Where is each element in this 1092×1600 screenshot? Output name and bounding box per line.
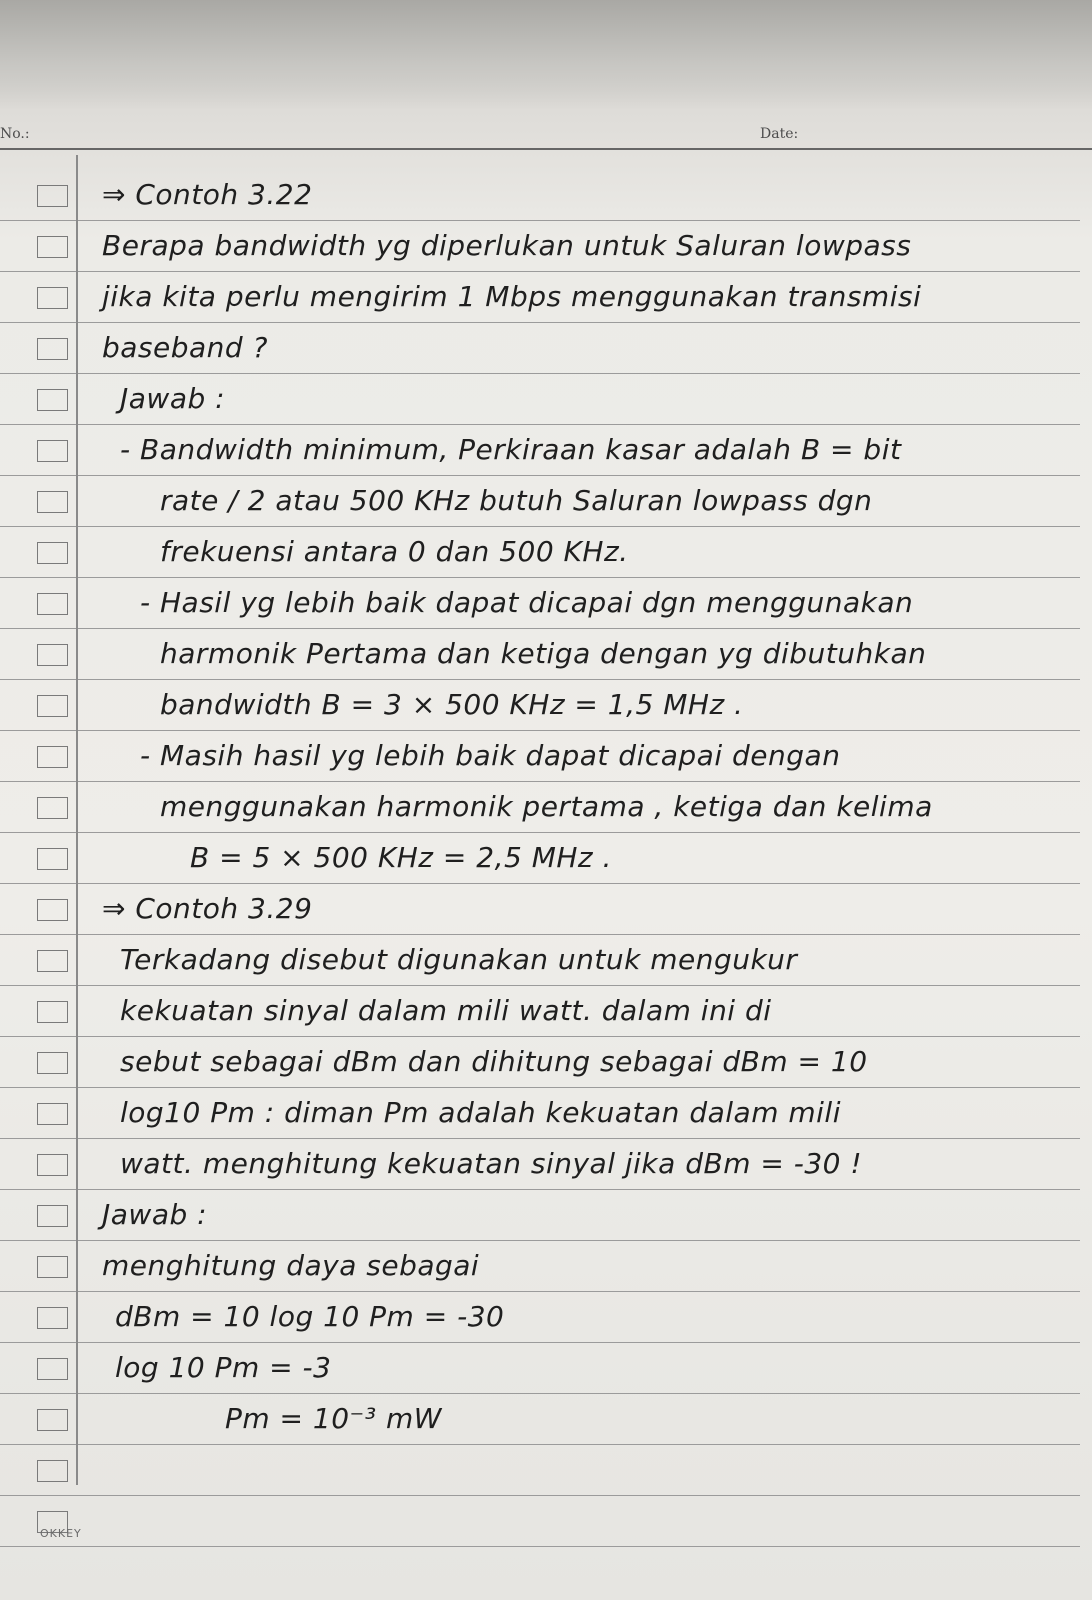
example-1-answer-line: menggunakan harmonik pertama , ketiga dan kelima	[160, 790, 933, 823]
example-1-answer-line: B = 5 × 500 KHz = 2,5 MHz .	[190, 841, 612, 874]
ruled-line	[0, 526, 1080, 527]
margin-checkbox	[37, 644, 68, 666]
ruled-line	[0, 1444, 1080, 1445]
margin-checkbox	[37, 1307, 68, 1329]
ruled-line	[0, 628, 1080, 629]
ruled-line	[0, 1495, 1080, 1496]
margin-checkbox	[37, 1460, 68, 1482]
ruled-line	[0, 832, 1080, 833]
ruled-line	[0, 883, 1080, 884]
example-1-question-line: jika kita perlu mengirim 1 Mbps menggunakan transmisi	[102, 280, 922, 313]
margin-checkbox	[37, 1103, 68, 1125]
example-1-question-line: Berapa bandwidth yg diperlukan untuk Saluran lowpass	[102, 229, 912, 262]
margin-checkbox	[37, 695, 68, 717]
ruled-line	[0, 373, 1080, 374]
ruled-line	[0, 424, 1080, 425]
ruled-line	[0, 220, 1080, 221]
example-1-answer-line: harmonik Pertama dan ketiga dengan yg dibutuhkan	[160, 637, 927, 670]
example-2-title: ⇒ Contoh 3.29	[102, 892, 313, 925]
margin-checkbox	[37, 1205, 68, 1227]
margin-checkbox	[37, 236, 68, 258]
margin-checkbox	[37, 542, 68, 564]
margin-checkbox	[37, 185, 68, 207]
example-2-question-line: kekuatan sinyal dalam mili watt. dalam ini di	[120, 994, 772, 1027]
example-2-question-line: Terkadang disebut digunakan untuk mengukur	[120, 943, 798, 976]
margin-checkbox	[37, 287, 68, 309]
margin-line	[76, 155, 78, 1485]
margin-checkbox	[37, 593, 68, 615]
margin-checkbox	[37, 899, 68, 921]
example-1-title: ⇒ Contoh 3.22	[102, 178, 313, 211]
example-2-answer-line: Pm = 10⁻³ mW	[225, 1402, 442, 1435]
ruled-line	[0, 679, 1080, 680]
margin-checkbox	[37, 1256, 68, 1278]
example-2-answer-line: dBm = 10 log 10 Pm = -30	[115, 1300, 505, 1333]
ruled-line	[0, 1546, 1080, 1547]
ruled-line	[0, 934, 1080, 935]
ruled-line	[0, 1087, 1080, 1088]
page-shadow	[0, 0, 1092, 110]
margin-checkbox	[37, 746, 68, 768]
margin-checkbox	[37, 1409, 68, 1431]
margin-checkbox	[37, 491, 68, 513]
margin-checkbox	[37, 389, 68, 411]
margin-checkbox	[37, 1001, 68, 1023]
margin-checkbox	[37, 1358, 68, 1380]
example-1-answer-line: - Hasil yg lebih baik dapat dicapai dgn menggunakan	[140, 586, 914, 619]
ruled-line	[0, 1240, 1080, 1241]
ruled-line	[0, 1393, 1080, 1394]
ruled-line	[0, 1189, 1080, 1190]
margin-checkbox	[37, 950, 68, 972]
example-1-answer-line: bandwidth B = 3 × 500 KHz = 1,5 MHz .	[160, 688, 744, 721]
example-2-question-line: watt. menghitung kekuatan sinyal jika dBm = -30 !	[120, 1147, 863, 1180]
ruled-line	[0, 1342, 1080, 1343]
ruled-line	[0, 985, 1080, 986]
example-1-answer-line: frekuensi antara 0 dan 500 KHz.	[160, 535, 629, 568]
margin-checkbox	[37, 1052, 68, 1074]
example-1-question-line: baseband ?	[102, 331, 268, 364]
example-1-answer-label: Jawab :	[120, 382, 226, 415]
margin-checkbox	[37, 338, 68, 360]
ruled-line	[0, 730, 1080, 731]
example-1-answer-line: - Bandwidth minimum, Perkiraan kasar adalah B = bit	[120, 433, 902, 466]
ruled-line	[0, 322, 1080, 323]
ruled-line	[0, 1138, 1080, 1139]
ruled-line	[0, 577, 1080, 578]
example-2-question-line: sebut sebagai dBm dan dihitung sebagai dBm = 10	[120, 1045, 868, 1078]
example-2-question-line: log10 Pm : diman Pm adalah kekuatan dalam mili	[120, 1096, 841, 1129]
example-2-answer-label: Jawab :	[102, 1198, 208, 1231]
ruled-line	[0, 271, 1080, 272]
example-2-answer-line: menghitung daya sebagai	[102, 1249, 480, 1282]
ruled-line	[0, 1036, 1080, 1037]
header-no-label: No.:	[0, 126, 30, 142]
ruled-line	[0, 781, 1080, 782]
example-1-answer-line: - Masih hasil yg lebih baik dapat dicapai dengan	[140, 739, 841, 772]
margin-checkbox	[37, 848, 68, 870]
ruled-line	[0, 1291, 1080, 1292]
example-1-answer-line: rate / 2 atau 500 KHz butuh Saluran lowpass dgn	[160, 484, 873, 517]
ruled-line	[0, 475, 1080, 476]
example-2-answer-line: log 10 Pm = -3	[115, 1351, 332, 1384]
margin-checkbox	[37, 1154, 68, 1176]
header-rule	[0, 148, 1092, 150]
margin-checkbox	[37, 440, 68, 462]
margin-checkbox	[37, 797, 68, 819]
notebook-brand: OKKEY	[40, 1527, 82, 1540]
header-date-label: Date:	[760, 126, 799, 142]
